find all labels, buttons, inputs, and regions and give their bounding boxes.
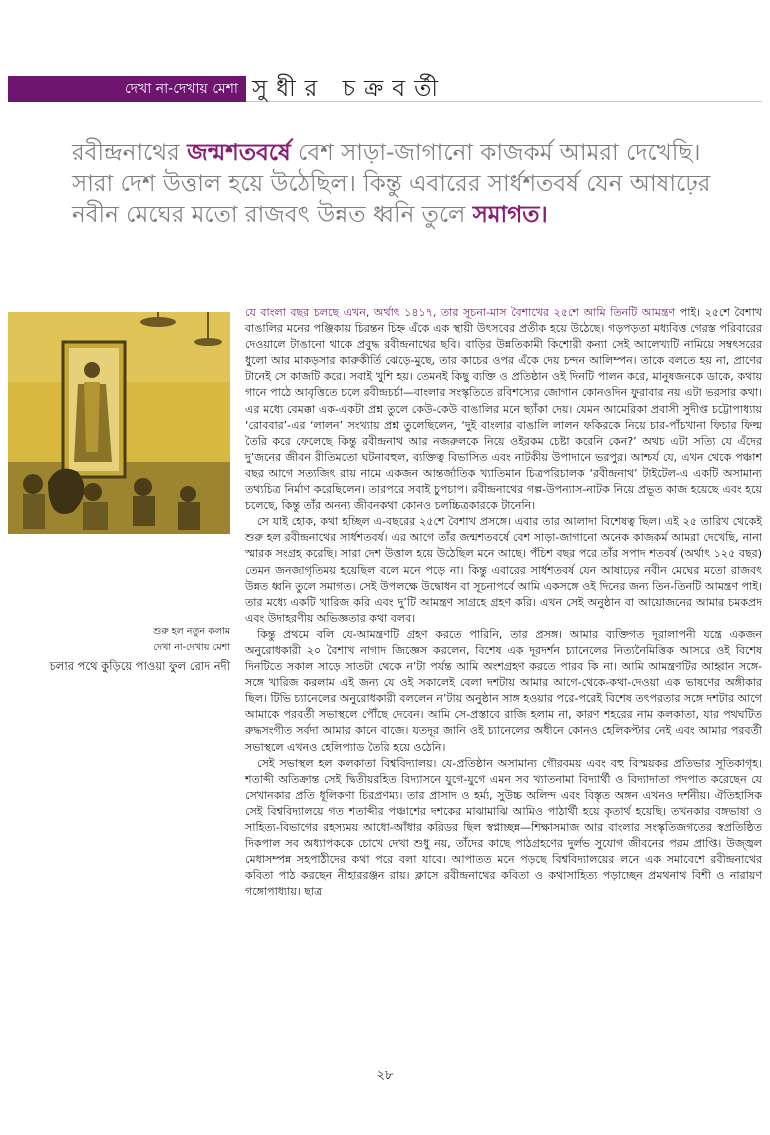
article-photo — [8, 312, 230, 534]
caption-column-name: দেখা না-দেখায় মেশা — [153, 642, 230, 653]
lead-text-1: রবীন্দ্রনাথের — [72, 140, 188, 166]
caption-column-intro: শুরু হল নতুন কলাম — [153, 626, 230, 637]
paragraph-1-text: পাই। ২৫শে বৈশাখ বাঙালির মনের পঞ্জিকায় চিরন্তন চিহ্ন এঁকে এক স্থায়ী উৎসবের প্রতীক হয়ে উঠেছে। গড়পড়তা মধ্যবিত্ত গেরস্ত পরিবারের দেওয়ালে টাঙানো থাকে প্রবুদ্ধ রবীন্দ্রনাথের ছবি। বাড়ির উন্নতিকামী কিশোরী কন্যা সেই আলেখ্যটি নামিয়ে সম্বৎসরের ধুলো আর মাকড়সার কারুকীর্তি ঝেড়ে-মুছে, তার কাচের ওপর এঁকে দেয় চন্দন আলিম্পন। তাকে বলতে হয় না, প্রাণের টানেই সে কাজটি করে। সবাই খুশি হয়। তেমনই কিছু ব্যক্তি ও প্রতিষ্ঠান ওই দিনটি পালন করে, মানুষজনকে ডাকে, কথায় গানে পাঠে আবৃত্তিতে চলে রবীন্দ্রচর্চা—বাংলার সংস্কৃতিতে রবিশস্যের জোগান কোনওদিন ফুরাবার নয় এটা ভরসার কথা। এর মধ্যে বেমক্কা এক-একটা প্রশ্ন তুলে কেউ-কেউ বাঙালির মনে ছ্যাঁকা দেয়। যেমন আমেরিকা প্রবাসী সুদীপ্ত চট্টোপাধ্যায় ‘রোববার’-এর ‘লালন’ সংখ্যায় প্রশ্ন তুলেছিলেন, ‘দুই বাংলার বাঙালি লালন ফকিরকে নিয়ে চার-পাঁচখানা ফিচার ফিল্ম তৈরি করে ফেলেছে কিন্তু রবীন্দ্রনাথ আর নজরুলকে নিয়ে ওইরকম চেষ্টা করেনি কেন?’ অথচ এটা সত্যি যে এঁদের দু’জনের জীবন রীতিমতো ঘটনাবহুল, ব্যক্তিত্ব বিভাসিত এবং নাটকীয় উপাদানে ভরপুর। আশ্চর্য যে, এখন থেকে পঞ্চাশ বছর আগে সত্যজিৎ রায় নামে একজন আন্তর্জাতিক খ্যাতিমান চিত্রপরিচালক ‘রবীন্দ্রনাথ’ টাইটেল-এ একটি অসামান্য তথ্যচিত্র নির্মাণ করেছিলেন। তারপরে সবাই চুপচাপ। রবীন্দ্রনাথের গল্প-উপন্যাস-নাটক নিয়ে প্রভূত কাজ হয়েছে এবং হয়ে চলেছে, কিন্তু তাঁর অনন্য জীবনকথা কোনও চলচ্চিত্রকারকে টানেনি। — [245, 306, 762, 513]
author-name: সুধীর চক্রবর্তী — [252, 76, 447, 102]
paragraph-2: সে যাই হোক, কথা হচ্ছিল এ-বছরের ২৫শে বৈশাখ প্রসঙ্গে। এবার তার আলাদা বিশেষত্ব ছিল। এই ২৫ তারিখ থেকেই শুরু হল রবীন্দ্রনাথের সার্ধশতবর্ষ। এর আগে তাঁর জন্মশতবর্ষে বেশ সাড়া-জাগানো অনেক কাজকর্ম আমরা দেখেছি, নানা স্মারক সংগ্রহ করেছি। সারা দেশ উত্তাল হয়ে উঠেছিল মনে আছে। পঁচিশ বছর পরে তাঁর সপাদ শতবর্ষ (অর্থাৎ ১২৫ বছর) তেমন জনজাগৃতিময় হয়েছিল বলে মনে পড়ে না। কিন্তু এবারের সার্ধশতবর্ষ যেন আষাঢ়ের নবীন মেঘের মতো রাজবৎ উন্নত ধ্বনি তুলে সমাগত। সেই উপলক্ষে উদ্বোধন বা সূচনাপর্বে আমি একসঙ্গে ওই দিনের জন্য তিন-তিনটি আমন্ত্রণ পাই। তার মধ্যে একটি খারিজ করি এবং দু’টি আমন্ত্রণ সাগ্রহে গ্রহণ করি। এখন সেই অনুষ্ঠান বা আয়োজনের আমার চমকপ্রদ এবং উদাহরণীয় অভিজ্ঞতার কথা বলব। — [245, 515, 762, 625]
paragraph-3: কিন্তু প্রথমে বলি যে-আমন্ত্রণটি গ্রহণ করতে পারিনি, তার প্রসঙ্গ। আমার ব্যক্তিগত দূরালাপনী যন্ত্রে একজন অনুরোধকারী ২০ বৈশাখ নাগাদ জিজ্ঞেস করলেন, বিশেষ এক দূরদর্শন চ্যানেলের নিত্যনৈমিত্তিক আসরে ওই বিশেষ দিনটিতে সকাল সাড়ে সাতটা থেকে ন’টা পর্যন্ত আমি অংশগ্রহণ করতে পারব কি না। আমি আমন্ত্রণটির আহ্বান সঙ্গে-সঙ্গে খারিজ করলাম এই জন্য যে ওই সকালেই বেলা দশটায় আমার আগে-থেকে-কথা-দেওয়া এক ভাষণের অঙ্গীকার ছিল। টিভি চ্যানেলের অনুরোধকারী বললেন ন’টায় অনুষ্ঠান সাঙ্গ হওয়ার পরে-পরেই বিশেষ তৎপরতার সঙ্গে দশটার আগে আমাকে পরবর্তী সভাস্থলে পৌঁছে দেবেন। আমি সে-প্রস্তাবে রাজি হলাম না, কারণ শহরের নাম কলকাতা, যার পথঘটিত রুদ্ধসংগীত সর্বদা আমার কানে বাজে। যতদূর জানি ওই চ্যানেলের অধীনে কোনও হেলিকপ্টার নেই এবং আমার পরবর্তী সভাস্থলে এখনও হেলিপ্যাড তৈরি হয়ে ওঠেনি। — [245, 627, 762, 754]
paragraph-4: সেই সভাস্থল হল কলকাতা বিশ্ববিদ্যালয়। যে-প্রতিষ্ঠান অসামান্য গৌরবময় এবং বহু বিস্ময়কর প্রতিভার সূতিকাগৃহ। শতাব্দী অতিক্রান্ত সেই দ্বিতীয়রহিত বিদ্যাসনে যুগে-যুগে এমন সব খ্যাতনামা বিদ্যার্থী ও বিদ্যাদাতা পদপাত করেছেন যে সেখানকার প্রতি ধূলিকণা চিরপ্রণম্য। তার প্রাসাদ ও হর্ম্য, সুউচ্চ অলিন্দ এবং বিস্তৃত অঙ্গন এখনও দর্শনীয়। ঐতিহাসিক সেই বিশ্ববিদ্যালয়ে গত শতাব্দীর পঞ্চাশের দশকের মাঝামাঝি আমিও পাঠার্থী হয়ে কৃতার্থ হয়েছি। তখনকার বঙ্গভাষা ও সাহিত্য-বিভাগের রহস্যময় আধো-আঁধার করিডর ছিল স্বপ্নাচ্ছন্ন—শিক্ষাসমাজ আর বাংলার সংস্কৃতিজগতের স্বপ্রতিষ্ঠিত দিকপাল সব অধ্যাপককে চোখে দেখা শুধু নয়, তাঁদের কাছে পাঠগ্রহণের দুর্লভ সুযোগ জীবনের পরম প্রাপ্তি। উজ্জ্বল মেধাসম্পন্ন সহপাঠীদের কথা পরে বলা যাবে। আপাতত মনে পড়ছে বিশ্ববিদ্যালয়ের লনে এক সমাবেশে রবীন্দ্রনাথের কবিতা পাঠ করছেন নীহাররঞ্জন রায়। ক্লাসে রবীন্দ্রনাথের কবিতা ও কথাসাহিত্য পড়াচ্ছেন প্রমথনাথ বিশী ও নারায়ণ গঙ্গোপাধ্যায়। ছাত্র — [245, 756, 762, 899]
lead-text-2: বেশ সাড়া-জাগানো কাজকর্ম আমরা দেখেছি। সারা দেশ উত্তাল হয়ে উঠেছিল। কিন্তু এবারের সার্ধশতবর্ষ যেন আষাঢ়ের নবীন মেঘের মতো রাজবৎ উন্নত ধ্বনি তুলে — [72, 140, 711, 228]
caption-tagline: চলার পথে কুড়িয়ে পাওয়া ফুল রোদ নদী — [49, 659, 230, 673]
article-body — [245, 305, 762, 900]
lead-paragraph — [72, 138, 712, 231]
lead-highlight-2: সমাগত। — [472, 202, 548, 228]
paragraph-1 — [245, 305, 762, 514]
lead-in-text: যে বাংলা বছর চলছে এখন, অর্থাৎ ১৪১৭, তার সূচনা-মাস বৈশাখের ২৫শে আমি তিনটি আমন্ত্রণ — [245, 306, 676, 319]
page-number: ২৮ — [376, 1068, 394, 1083]
section-label: দেখা না-দেখায় মেশা — [125, 81, 238, 97]
lead-highlight-1: জন্মশতবর্ষে — [187, 140, 291, 166]
photo-illustration — [8, 312, 230, 534]
